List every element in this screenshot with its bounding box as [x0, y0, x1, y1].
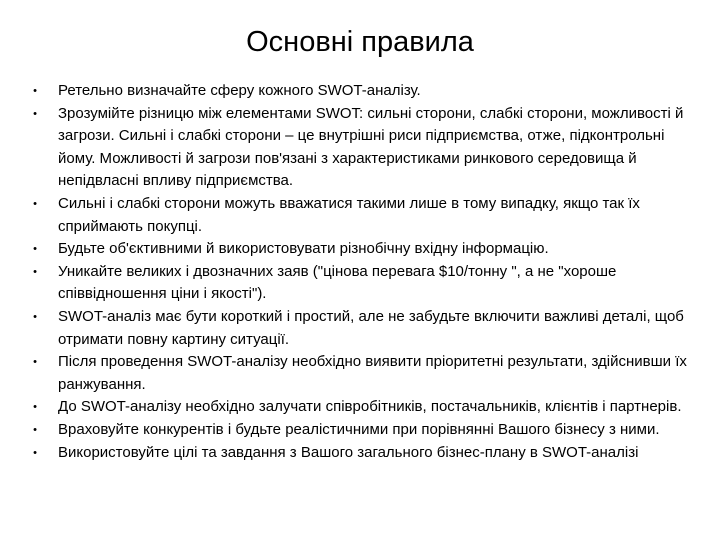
bullet-dot-icon: •	[33, 356, 37, 369]
bullet-dot-icon: •	[33, 310, 37, 323]
bullet-dot-icon: •	[33, 85, 37, 97]
bullet-item	[30, 442, 690, 465]
bullet-text: До SWOT-аналізу необхідно залучати співробітників, постачальників, клієнтів і партнерів.	[58, 398, 682, 416]
bullet-text: Враховуйте конкурентів і будьте реалістичними при порівнянні Вашого бізнесу з ними.	[58, 420, 660, 438]
bullet-item	[30, 193, 690, 238]
bullet-dot-icon: •	[33, 265, 37, 278]
slide-title: Основні правила	[246, 26, 474, 58]
bullet-text: Після проведення SWOT-аналізу необхідно виявити пріоритетні результати, здійснивши їх ранжування.	[58, 353, 687, 393]
bullet-item	[30, 238, 690, 261]
bullet-dot-icon: •	[33, 197, 37, 210]
bullet-item	[30, 396, 690, 419]
bullet-item	[30, 261, 690, 306]
bullet-text: Уникайте великих і двозначних заяв ("цінова перевага $10/тонну ", а не "хороше співвідношення ціни і якості").	[58, 262, 617, 303]
bullet-text: Будьте об'єктивними й використовувати різнобічну вхідну інформацію.	[58, 240, 549, 258]
bullet-dot-icon: •	[33, 401, 37, 414]
bullet-dot-icon: •	[33, 446, 37, 459]
bullet-text: Сильні і слабкі сторони можуть вважатися такими лише в тому випадку, якщо так їх сприймають покупці.	[58, 194, 640, 235]
bullet-list	[30, 80, 690, 464]
bullet-dot-icon: •	[33, 107, 37, 120]
bullet-text: Ретельно визначайте сферу кожного SWOT-аналізу.	[58, 82, 421, 99]
bullet-item	[30, 103, 690, 193]
bullet-dot-icon: •	[33, 243, 37, 256]
bullet-item	[30, 351, 690, 396]
bullet-text: Використовуйте цілі та завдання з Вашого загального бізнес-плану в SWOT-аналізі	[58, 443, 639, 461]
bullet-text: SWOT-аналіз має бути короткий і простий, але не забудьте включити важливі деталі, щоб отримати повну картину ситуації.	[58, 307, 684, 348]
bullet-item	[30, 419, 690, 442]
bullet-dot-icon: •	[33, 423, 37, 436]
bullet-item	[30, 306, 690, 351]
bullet-text: Зрозумійте різницю між елементами SWOT: сильні сторони, слабкі сторони, можливості й загрози. Сильні і слабкі сторони – це внутрішні риси підприємства, отже, підконтрольні йому. Можливості й загрози пов'язані з характеристиками ринкового середовища й непідвласні впливу підприємства.	[58, 104, 684, 190]
bullet-item	[30, 80, 690, 103]
